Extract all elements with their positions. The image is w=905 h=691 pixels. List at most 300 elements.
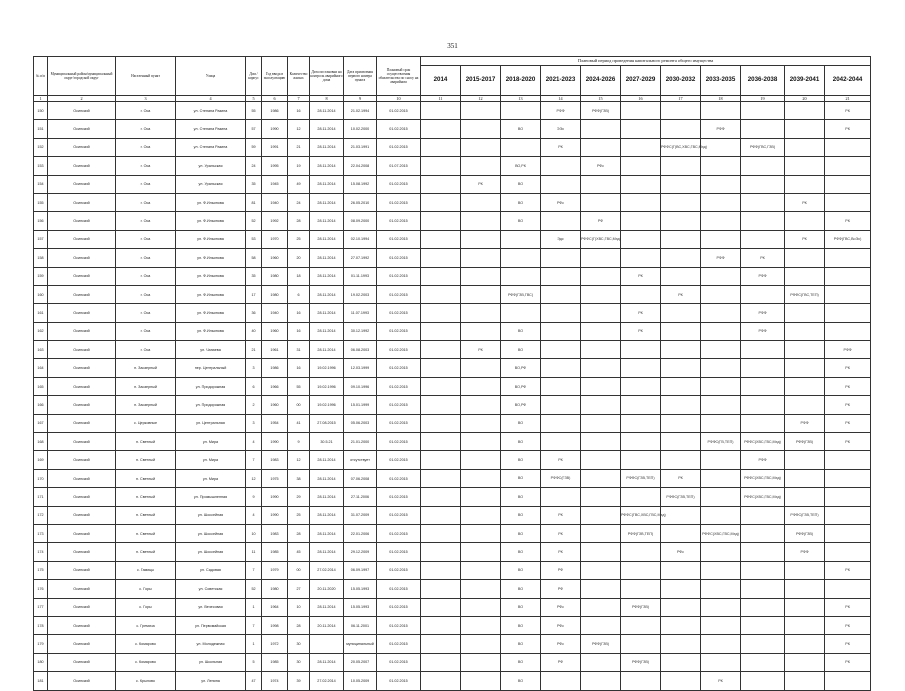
- row-period-2039-2041: РФФС(ГЗВ,ТЕП): [785, 506, 825, 524]
- row-date-control: 28.11.2014: [310, 138, 344, 156]
- row-district: Осинский: [48, 359, 116, 377]
- header-number: № п/п: [34, 57, 48, 96]
- row-date-first: 15.08.1992: [344, 175, 377, 193]
- row-settlement: с. Гамицы: [116, 561, 176, 579]
- row-date-first: 19.02.2003: [344, 285, 377, 303]
- row-date-control: 28.11.2014: [310, 451, 344, 469]
- row-period-2021-2023: РК: [541, 524, 581, 542]
- header-settlement: Населенный пункт: [116, 57, 176, 96]
- column-number: 2: [48, 96, 116, 102]
- row-district: Осинский: [48, 414, 116, 432]
- row-period-2024-2026: [581, 598, 621, 616]
- row-planned-term: 01.02.2015: [377, 120, 421, 138]
- row-period-2018-2020: РФФ(ГЗВ,ГВС): [501, 285, 541, 303]
- row-period-2030-2032: РК: [661, 285, 701, 303]
- row-period-2021-2023: РФ: [541, 561, 581, 579]
- row-period-2042-2044: РК: [825, 396, 871, 414]
- row-date-control: 30.5.21: [310, 433, 344, 451]
- row-period-2018-2020: ВО: [501, 653, 541, 671]
- row-settlement: г. Оса: [116, 304, 176, 322]
- row-quantity: 12: [288, 451, 310, 469]
- row-quantity: 55: [288, 377, 310, 395]
- row-period-2042-2044: РК: [825, 377, 871, 395]
- row-period-2015-2017: [461, 322, 501, 340]
- table-row: [34, 322, 871, 340]
- row-period-2030-2032: [661, 120, 701, 138]
- row-period-2018-2020: ВО,РФ: [501, 359, 541, 377]
- row-commission-year: 1980: [262, 285, 288, 303]
- row-district: Осинский: [48, 653, 116, 671]
- row-commission-year: 1998: [262, 616, 288, 634]
- row-district: Осинский: [48, 580, 116, 598]
- row-period-2033-2035: [701, 377, 741, 395]
- row-district: Осинский: [48, 249, 116, 267]
- table-row: [34, 635, 871, 653]
- column-number: 11: [421, 96, 461, 102]
- row-street: ул. Уральская: [176, 175, 246, 193]
- row-district: Осинский: [48, 212, 116, 230]
- row-date-first: 15.01.1999: [344, 396, 377, 414]
- row-district: Осинский: [48, 175, 116, 193]
- row-house: 40: [246, 322, 262, 340]
- row-period-2024-2026: [581, 377, 621, 395]
- row-period-2033-2035: [701, 267, 741, 285]
- table-row: [34, 672, 871, 690]
- row-period-2036-2038: [741, 230, 785, 248]
- row-date-first: 15.05.1993: [344, 598, 377, 616]
- table-row: [34, 285, 871, 303]
- header-year-2014: 2014: [421, 66, 461, 96]
- row-date-first: 11.07.1993: [344, 304, 377, 322]
- row-commission-year: 1974: [262, 672, 288, 690]
- row-commission-year: 1980: [262, 580, 288, 598]
- row-district: Осинский: [48, 598, 116, 616]
- row-number: 165: [34, 377, 48, 395]
- row-house: 81: [246, 193, 262, 211]
- row-period-2015-2017: [461, 469, 501, 487]
- row-period-2014: [421, 561, 461, 579]
- row-period-2015-2017: [461, 120, 501, 138]
- header-year-2027-2029: 2027-2029: [621, 66, 661, 96]
- row-period-2024-2026: [581, 285, 621, 303]
- row-period-2015-2017: [461, 138, 501, 156]
- row-period-2021-2023: РФс: [541, 193, 581, 211]
- column-number: 10: [377, 96, 421, 102]
- row-period-2024-2026: [581, 138, 621, 156]
- row-period-2036-2038: РФФ: [741, 304, 785, 322]
- row-date-control: 28.11.2014: [310, 524, 344, 542]
- column-number: 12: [461, 96, 501, 102]
- table-row: [34, 451, 871, 469]
- row-commission-year: 1940: [262, 193, 288, 211]
- table-row: [34, 616, 871, 634]
- row-period-2033-2035: [701, 193, 741, 211]
- row-number: 180: [34, 653, 48, 671]
- row-period-2036-2038: [741, 506, 785, 524]
- row-street: ул. Ф.Ильинова: [176, 193, 246, 211]
- table-row: [34, 414, 871, 432]
- row-quantity: 38: [288, 469, 310, 487]
- row-period-2027-2029: [621, 230, 661, 248]
- row-period-2018-2020: ВО: [501, 506, 541, 524]
- row-quantity: 31: [288, 341, 310, 359]
- row-date-control: 28.11.2014: [310, 469, 344, 487]
- row-period-2018-2020: ВО,РК: [501, 157, 541, 175]
- row-period-2042-2044: [825, 193, 871, 211]
- row-date-control: 19.02.1996: [310, 377, 344, 395]
- row-quantity: 41: [288, 414, 310, 432]
- row-period-2033-2035: РФФ: [701, 249, 741, 267]
- row-period-2039-2041: [785, 359, 825, 377]
- row-date-control: 27.02.2014: [310, 672, 344, 690]
- row-commission-year: 1986: [262, 102, 288, 120]
- row-date-control: 28.11.2014: [310, 267, 344, 285]
- row-period-2014: [421, 524, 461, 542]
- row-period-2021-2023: РК: [541, 138, 581, 156]
- row-date-control: 19.02.1996: [310, 396, 344, 414]
- row-date-control: 28.11.2014: [310, 598, 344, 616]
- row-period-2027-2029: [621, 543, 661, 561]
- row-period-2030-2032: [661, 580, 701, 598]
- row-district: Осинский: [48, 377, 116, 395]
- row-planned-term: 01.02.2015: [377, 451, 421, 469]
- table-row: [34, 396, 871, 414]
- table-row: [34, 175, 871, 193]
- row-settlement: п. Светлый: [116, 524, 176, 542]
- row-period-2027-2029: [621, 341, 661, 359]
- row-date-control: 28.11.2014: [310, 543, 344, 561]
- row-house: 53: [246, 230, 262, 248]
- row-period-2039-2041: [785, 304, 825, 322]
- row-commission-year: 1983: [262, 524, 288, 542]
- row-period-2027-2029: РФФС(ГВС,ХВС,ГВС,Мэд): [621, 506, 661, 524]
- row-number: 163: [34, 341, 48, 359]
- row-quantity: 16: [288, 304, 310, 322]
- row-period-2027-2029: [621, 488, 661, 506]
- row-period-2024-2026: РФФ(ГЗВ): [581, 102, 621, 120]
- row-settlement: г. Оса: [116, 341, 176, 359]
- row-number: 155: [34, 193, 48, 211]
- row-district: Осинский: [48, 561, 116, 579]
- header-year-2042-2044: 2042-2044: [825, 66, 871, 96]
- row-period-2024-2026: [581, 359, 621, 377]
- row-period-2024-2026: [581, 341, 621, 359]
- row-period-2021-2023: РФс: [541, 598, 581, 616]
- row-period-2039-2041: [785, 616, 825, 634]
- row-period-2018-2020: ВО: [501, 635, 541, 653]
- table-row: [34, 488, 871, 506]
- row-period-2027-2029: [621, 359, 661, 377]
- row-street: ул. Уральская: [176, 157, 246, 175]
- table-row: [34, 561, 871, 579]
- row-period-2027-2029: [621, 451, 661, 469]
- row-settlement: г. Оса: [116, 230, 176, 248]
- row-period-2027-2029: [621, 616, 661, 634]
- row-street: ул. Шоссейная: [176, 506, 246, 524]
- row-period-2014: [421, 102, 461, 120]
- row-period-2021-2023: ЭЭс: [541, 120, 581, 138]
- row-period-2033-2035: [701, 616, 741, 634]
- row-period-2015-2017: [461, 580, 501, 598]
- row-period-2030-2032: [661, 524, 701, 542]
- row-settlement: п. Светлый: [116, 488, 176, 506]
- row-period-2014: [421, 193, 461, 211]
- row-period-2033-2035: [701, 653, 741, 671]
- row-period-2030-2032: РК: [661, 469, 701, 487]
- row-house: 57: [246, 120, 262, 138]
- row-settlement: п. Заозерный: [116, 396, 176, 414]
- row-period-2033-2035: [701, 598, 741, 616]
- column-number: 14: [541, 96, 581, 102]
- row-house: 7: [246, 616, 262, 634]
- row-period-2042-2044: РК: [825, 102, 871, 120]
- row-quantity: 19: [288, 157, 310, 175]
- row-period-2021-2023: [541, 175, 581, 193]
- row-commission-year: 1966: [262, 377, 288, 395]
- row-period-2018-2020: ВО: [501, 561, 541, 579]
- row-number: 168: [34, 433, 48, 451]
- row-commission-year: 1983: [262, 451, 288, 469]
- row-period-2021-2023: РФс: [541, 635, 581, 653]
- column-number: 15: [581, 96, 621, 102]
- row-period-2030-2032: [661, 212, 701, 230]
- row-quantity: 24: [288, 193, 310, 211]
- row-period-2030-2032: [661, 175, 701, 193]
- row-period-2039-2041: [785, 157, 825, 175]
- row-number: 175: [34, 561, 48, 579]
- row-settlement: г. Оса: [116, 102, 176, 120]
- row-period-2024-2026: [581, 414, 621, 432]
- row-period-2036-2038: [741, 635, 785, 653]
- row-period-2015-2017: РК: [461, 175, 501, 193]
- row-quantity: 27: [288, 580, 310, 598]
- row-period-2018-2020: ВО: [501, 175, 541, 193]
- row-period-2015-2017: [461, 506, 501, 524]
- row-date-first: отсутствует: [344, 451, 377, 469]
- row-quantity: 25: [288, 230, 310, 248]
- row-settlement: г. Оса: [116, 322, 176, 340]
- row-period-2021-2023: [541, 672, 581, 690]
- row-planned-term: 01.02.2015: [377, 598, 421, 616]
- header-year-2039-2041: 2039-2041: [785, 66, 825, 96]
- row-period-2021-2023: РФФ: [541, 102, 581, 120]
- row-period-2030-2032: [661, 359, 701, 377]
- row-planned-term: 01.02.2015: [377, 616, 421, 634]
- row-district: Осинский: [48, 230, 116, 248]
- row-period-2033-2035: [701, 635, 741, 653]
- row-period-2024-2026: РФс: [581, 157, 621, 175]
- row-house: 1: [246, 635, 262, 653]
- row-commission-year: 1945: [262, 175, 288, 193]
- row-period-2033-2035: [701, 212, 741, 230]
- row-period-2033-2035: [701, 488, 741, 506]
- header-year-2030-2032: 2030-2032: [661, 66, 701, 96]
- row-period-2042-2044: [825, 506, 871, 524]
- row-period-2033-2035: [701, 561, 741, 579]
- row-period-2042-2044: [825, 138, 871, 156]
- row-date-control: 27.08.2015: [310, 414, 344, 432]
- row-commission-year: 1975: [262, 469, 288, 487]
- row-period-2036-2038: [741, 396, 785, 414]
- row-quantity: 9: [288, 433, 310, 451]
- row-period-2036-2038: [741, 212, 785, 230]
- row-period-2018-2020: ВО: [501, 414, 541, 432]
- row-period-2014: [421, 506, 461, 524]
- row-period-2039-2041: РФФ: [785, 543, 825, 561]
- row-period-2024-2026: РФФС(Г)ХВС,ГВС,Мэд): [581, 230, 621, 248]
- row-period-2033-2035: [701, 543, 741, 561]
- row-period-2021-2023: РК: [541, 543, 581, 561]
- row-period-2042-2044: [825, 157, 871, 175]
- row-period-2015-2017: [461, 598, 501, 616]
- column-number: 1: [34, 96, 48, 102]
- row-commission-year: 1991: [262, 138, 288, 156]
- row-street: ул. Мира: [176, 469, 246, 487]
- row-period-2027-2029: [621, 249, 661, 267]
- row-commission-year: 1990: [262, 506, 288, 524]
- row-house: 7: [246, 561, 262, 579]
- column-number: 13: [501, 96, 541, 102]
- row-house: 6: [246, 377, 262, 395]
- row-date-first: 08.09.2000: [344, 212, 377, 230]
- row-district: Осинский: [48, 102, 116, 120]
- row-period-2015-2017: [461, 653, 501, 671]
- row-district: Осинский: [48, 285, 116, 303]
- row-commission-year: 1960: [262, 249, 288, 267]
- header-planned-term: Плановый срок осуществления обязательства по сносу на аварийном: [377, 57, 421, 96]
- row-period-2042-2044: РК: [825, 616, 871, 634]
- row-settlement: п. Заозерный: [116, 377, 176, 395]
- row-street: ул. Ф.Ильинова: [176, 267, 246, 285]
- header-year-2021-2023: 2021-2023: [541, 66, 581, 96]
- row-period-2015-2017: [461, 543, 501, 561]
- row-period-2021-2023: [541, 433, 581, 451]
- row-street: ул. Придорожная: [176, 396, 246, 414]
- row-planned-term: 01.02.2015: [377, 506, 421, 524]
- row-period-2024-2026: [581, 506, 621, 524]
- row-period-2024-2026: [581, 469, 621, 487]
- row-street: ул. Школьная: [176, 653, 246, 671]
- row-planned-term: 01.02.2015: [377, 524, 421, 542]
- row-planned-term: 01.02.2015: [377, 488, 421, 506]
- row-period-2014: [421, 120, 461, 138]
- row-planned-term: 01.02.2015: [377, 230, 421, 248]
- table-row: [34, 193, 871, 211]
- row-house: 3: [246, 359, 262, 377]
- column-number: 9: [344, 96, 377, 102]
- row-settlement: г. Оса: [116, 138, 176, 156]
- column-number: 5: [246, 96, 262, 102]
- row-house: 59: [246, 138, 262, 156]
- row-house: 1: [246, 598, 262, 616]
- row-period-2024-2026: [581, 267, 621, 285]
- row-quantity: 16: [288, 322, 310, 340]
- row-period-2030-2032: [661, 414, 701, 432]
- row-period-2021-2023: [541, 304, 581, 322]
- row-period-2015-2017: РК: [461, 341, 501, 359]
- row-street: ул. Первомайская: [176, 616, 246, 634]
- row-period-2024-2026: [581, 304, 621, 322]
- row-period-2033-2035: [701, 414, 741, 432]
- row-period-2018-2020: ВО,РФ: [501, 377, 541, 395]
- row-period-2036-2038: [741, 285, 785, 303]
- row-quantity: 49: [288, 175, 310, 193]
- row-period-2027-2029: РФФ(ГЗВ,ТЕП): [621, 524, 661, 542]
- row-settlement: с. Церковные: [116, 414, 176, 432]
- row-period-2018-2020: ВО: [501, 488, 541, 506]
- row-period-2018-2020: ВО: [501, 212, 541, 230]
- row-period-2030-2032: [661, 653, 701, 671]
- table-row: [34, 469, 871, 487]
- row-street: ул. Ф.Ильинова: [176, 285, 246, 303]
- row-period-2042-2044: [825, 580, 871, 598]
- row-period-2033-2035: [701, 230, 741, 248]
- row-period-2033-2035: [701, 102, 741, 120]
- table-row: [34, 580, 871, 598]
- row-date-control: 28.11.2014: [310, 175, 344, 193]
- row-period-2039-2041: [785, 377, 825, 395]
- row-period-2021-2023: [541, 157, 581, 175]
- row-period-2015-2017: [461, 488, 501, 506]
- row-period-2024-2026: [581, 653, 621, 671]
- row-number: 179: [34, 635, 48, 653]
- row-house: 4: [246, 433, 262, 451]
- row-period-2014: [421, 230, 461, 248]
- row-period-2014: [421, 672, 461, 690]
- row-street: пер. Центральный: [176, 359, 246, 377]
- row-period-2039-2041: [785, 672, 825, 690]
- row-planned-term: 01.07.2015: [377, 157, 421, 175]
- header-year-2018-2020: 2018-2020: [501, 66, 541, 96]
- row-district: Осинский: [48, 672, 116, 690]
- row-period-2033-2035: [701, 304, 741, 322]
- row-street: ул. Промышленная: [176, 488, 246, 506]
- row-period-2024-2026: [581, 543, 621, 561]
- row-quantity: 30: [288, 653, 310, 671]
- row-quantity: 28: [288, 616, 310, 634]
- row-period-2024-2026: [581, 433, 621, 451]
- row-period-2021-2023: [541, 359, 581, 377]
- row-period-2036-2038: РК: [741, 249, 785, 267]
- table-row: [34, 267, 871, 285]
- table-row: [34, 304, 871, 322]
- row-date-first: 12.03.1999: [344, 359, 377, 377]
- row-period-2030-2032: [661, 672, 701, 690]
- row-street: ул. Мира: [176, 451, 246, 469]
- row-date-control: 28.11.2014: [310, 322, 344, 340]
- row-period-2014: [421, 359, 461, 377]
- row-quantity: 20: [288, 249, 310, 267]
- row-period-2042-2044: РФФ: [825, 341, 871, 359]
- row-period-2039-2041: РФФС(ГВС,ТЕП): [785, 285, 825, 303]
- row-period-2030-2032: [661, 377, 701, 395]
- row-period-2024-2026: [581, 616, 621, 634]
- row-date-first: 06.09.1997: [344, 561, 377, 579]
- row-planned-term: 01.02.2015: [377, 285, 421, 303]
- row-house: 10: [246, 524, 262, 542]
- row-settlement: г. Оса: [116, 157, 176, 175]
- row-period-2039-2041: [785, 561, 825, 579]
- row-period-2027-2029: РФФС(ГЗВ,ТЕП): [621, 469, 661, 487]
- row-district: Осинский: [48, 635, 116, 653]
- page-number: 351: [447, 42, 458, 50]
- row-period-2039-2041: [785, 598, 825, 616]
- row-date-first: 29.12.2009: [344, 543, 377, 561]
- row-period-2030-2032: [661, 193, 701, 211]
- header-house: Дом / корпус: [246, 57, 262, 96]
- row-date-first: 26.05.2010: [344, 193, 377, 211]
- row-period-2036-2038: РФФ: [741, 322, 785, 340]
